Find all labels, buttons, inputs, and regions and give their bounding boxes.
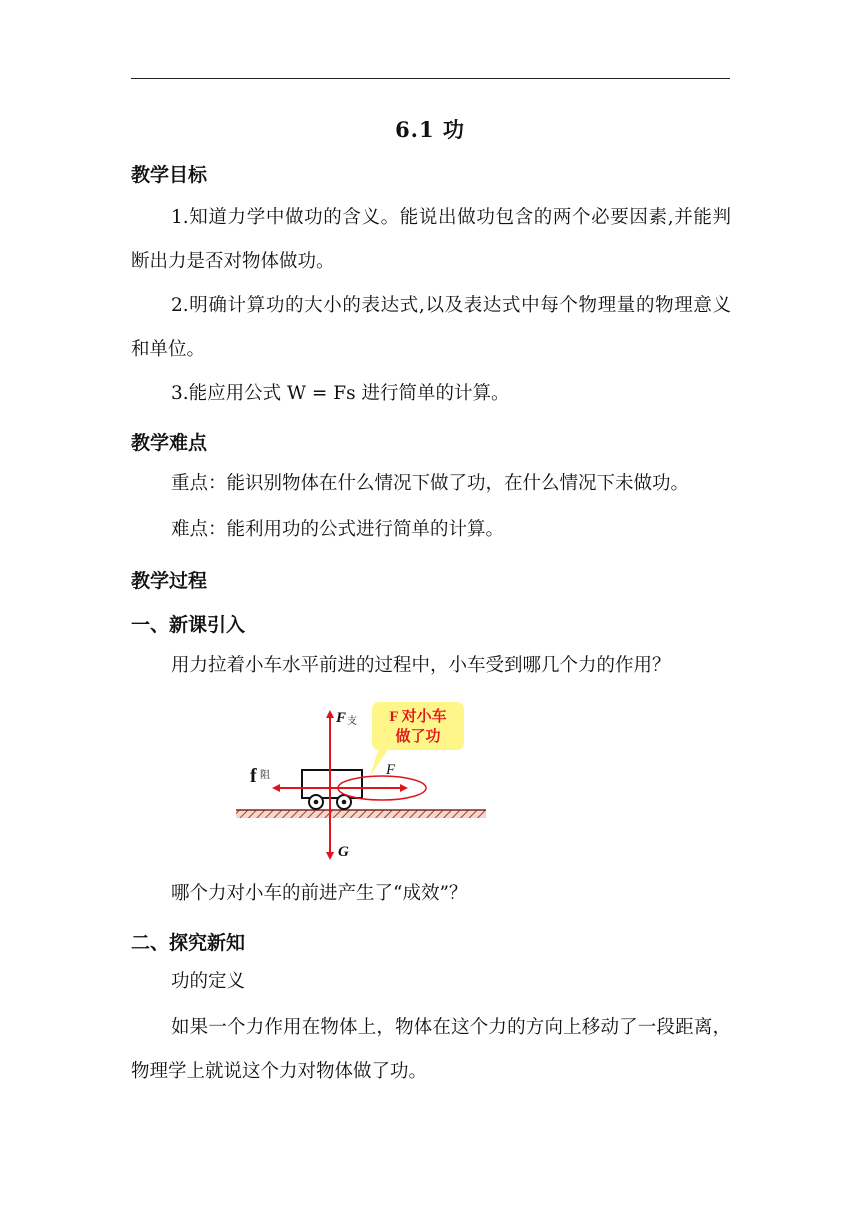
callout-line2: 做了功: [395, 729, 441, 745]
pull-force-label: F: [386, 762, 396, 778]
callout-line1: F 对小车: [389, 709, 447, 725]
difficult-point: 难点：能利用功的公式进行简单的计算。: [171, 519, 505, 540]
objective-2: 2.明确计算功的大小的表达式,以及表达式中每个物理量的物理意义和单位。: [131, 295, 731, 360]
page-title: 6.1 功: [395, 117, 465, 142]
difficulty-heading: 教学难点: [131, 432, 208, 454]
gravity-label: G: [338, 844, 349, 860]
friction-sub: 阻: [260, 770, 270, 781]
objective-1: 1.知道力学中做功的含义。能说出做功包含的两个必要因素,并能判断出力是否对物体做功。: [131, 207, 731, 272]
objectives-heading: 教学目标: [131, 164, 208, 186]
objective-3: 3.能应用公式 W = Fs 进行简单的计算。: [171, 383, 510, 404]
header-rule: [131, 78, 730, 79]
part1-followup: 哪个力对小车的前进产生了“成效”？: [171, 883, 468, 904]
ground: [236, 810, 486, 818]
cart-body: [302, 770, 362, 798]
part2-heading: 二、探究新知: [131, 932, 246, 954]
friction-label: f: [250, 765, 257, 787]
support-force-sub: 支: [347, 716, 357, 727]
part1-heading: 一、新课引入: [131, 614, 246, 636]
definition-text: 如果一个力作用在物体上，物体在这个力的方向上移动了一段距离，物理学上就说这个力对物体做了功。: [131, 1017, 731, 1082]
definition-label: 功的定义: [171, 971, 246, 992]
force-diagram: [230, 700, 490, 865]
process-heading: 教学过程: [131, 570, 208, 592]
support-force-label: F: [336, 710, 347, 726]
key-point: 重点：能识别物体在什么情况下做了功，在什么情况下未做功。: [171, 473, 690, 494]
part1-question: 用力拉着小车水平前进的过程中，小车受到哪几个力的作用？: [171, 655, 671, 676]
